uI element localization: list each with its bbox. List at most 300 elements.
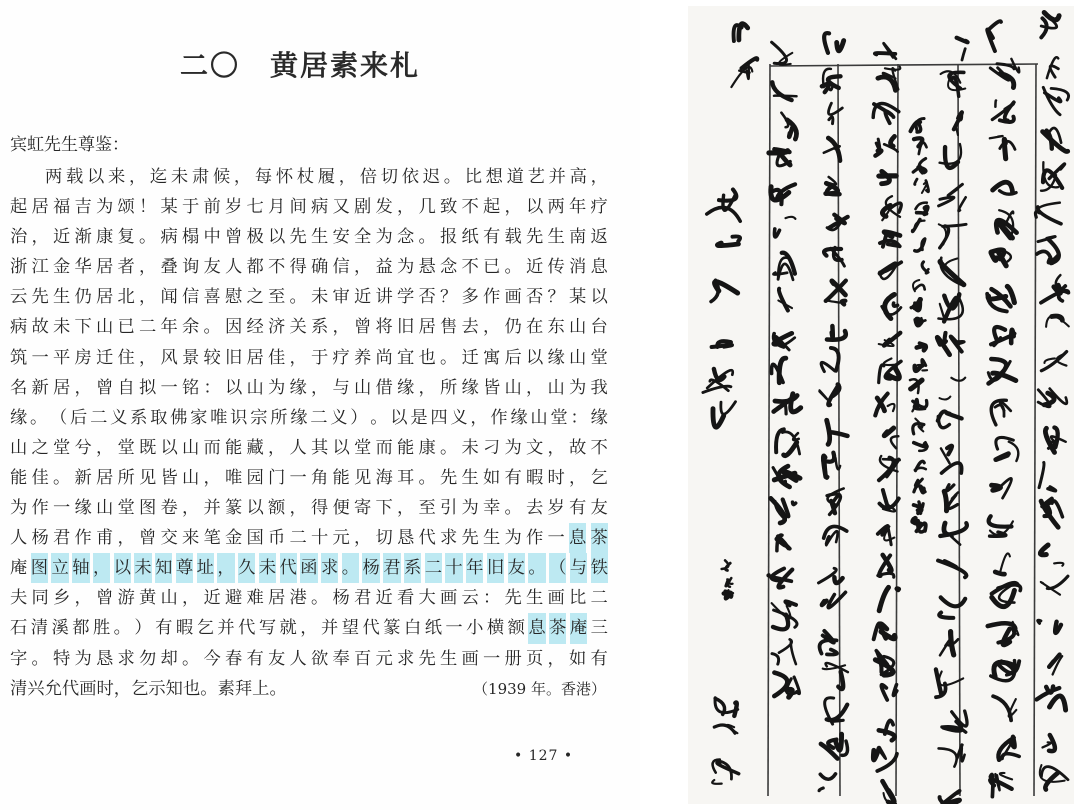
- letter-char: 生: [440, 648, 458, 669]
- title-number: 二〇: [180, 49, 241, 82]
- brush-stroke: [884, 43, 896, 59]
- letter-char: 叠: [160, 257, 178, 278]
- letter-char: 多: [461, 287, 479, 308]
- brush-stroke: [819, 788, 823, 791]
- letter-char: 游: [117, 588, 135, 609]
- letter-char: 先: [31, 287, 49, 308]
- brush-stroke: [919, 143, 927, 154]
- letter-char: ，: [233, 167, 252, 187]
- letter-char: 特: [53, 648, 71, 669]
- brush-stroke: [940, 397, 951, 400]
- letter-char: 拜: [234, 678, 253, 699]
- letter-char: 作: [74, 528, 92, 549]
- letter-char: 。: [370, 407, 388, 428]
- letter-char: 一: [31, 347, 49, 368]
- letter-char: 友: [203, 257, 221, 278]
- letter-char: 看: [397, 588, 415, 609]
- letter-char: 济: [268, 317, 286, 338]
- letter-char: 胜: [92, 618, 111, 639]
- letter-char: 先: [526, 227, 544, 248]
- letter-char: 元: [332, 528, 350, 549]
- brush-stroke: [888, 404, 895, 411]
- letter-char: 所: [117, 467, 135, 488]
- signoff-note: （1939 年。香港）: [473, 679, 606, 698]
- letter-char: 国: [246, 528, 264, 549]
- manuscript-rule-line: [768, 64, 770, 796]
- letter-char: ，: [547, 437, 565, 458]
- letter-char: 某: [569, 287, 587, 308]
- letter-char: 不: [461, 197, 479, 218]
- highlighted-char: 茶: [549, 613, 566, 643]
- brush-stroke: [1035, 212, 1039, 217]
- letter-char: 肃: [191, 167, 210, 187]
- letter-char: 缘: [10, 407, 28, 428]
- letter-char: 未: [461, 437, 479, 458]
- letter-char: ，: [547, 648, 565, 669]
- letter-char: 小: [466, 618, 484, 639]
- letter-char: 缘: [510, 407, 528, 428]
- letter-char: 居: [31, 197, 49, 218]
- letter-char: 一: [445, 618, 463, 639]
- highlighted-char: 年: [466, 553, 483, 583]
- highlighted-char: 息: [569, 523, 586, 553]
- letter-char: 二: [590, 588, 608, 609]
- letter-char: 义: [330, 407, 348, 428]
- letter-char: ：: [203, 377, 221, 398]
- letter-char: 门: [268, 467, 286, 488]
- letter-body: [10, 162, 608, 704]
- letter-char: 岁: [547, 498, 565, 519]
- letter-char: 纸: [461, 227, 479, 248]
- highlighted-char: 十: [445, 553, 462, 583]
- letter-char: 筑: [10, 347, 28, 368]
- letter-char: 为: [74, 648, 92, 669]
- brush-stroke: [957, 342, 964, 344]
- letter-line: [10, 343, 608, 373]
- letter-char: 其: [311, 437, 329, 458]
- letter-char: ，: [483, 317, 501, 338]
- letter-char: 一: [289, 467, 307, 488]
- letter-char: 画: [461, 648, 479, 669]
- brush-stroke: [918, 426, 923, 431]
- letter-char: 迄: [149, 167, 168, 187]
- letter-char: 致: [440, 197, 458, 218]
- letter-char: 。: [113, 618, 131, 639]
- letter-char: 。: [289, 287, 307, 308]
- letter-char: 堂: [117, 437, 135, 458]
- letter-char: 暇: [175, 618, 194, 639]
- brush-stroke: [957, 38, 968, 43]
- letter-char: 已: [117, 317, 135, 338]
- letter-char: ，: [289, 347, 307, 368]
- letter-char: 几: [418, 197, 436, 218]
- brush-stroke: [917, 346, 926, 350]
- letter-char: ，: [397, 197, 415, 218]
- letter-char: 居: [268, 588, 286, 609]
- letter-char: 安: [332, 227, 350, 248]
- letter-char: 浙: [10, 257, 28, 278]
- letter-char: 币: [268, 528, 286, 549]
- letter-char: 风: [160, 347, 178, 368]
- brush-stroke: [893, 685, 896, 696]
- brush-stroke: [884, 232, 900, 237]
- letter-char: 载: [504, 227, 522, 248]
- brush-stroke: [876, 139, 880, 150]
- letter-char: 画: [440, 588, 458, 609]
- letter-char: 。: [182, 648, 200, 669]
- letter-char: 审: [332, 287, 350, 308]
- brush-stroke: [1002, 754, 1019, 759]
- letter-char: ，: [354, 257, 372, 278]
- letter-char: 代: [61, 678, 80, 699]
- brush-stroke: [888, 244, 899, 246]
- letter-char: ，: [526, 377, 544, 398]
- letter-char: ，: [203, 467, 221, 488]
- brush-stroke: [827, 177, 836, 185]
- brush-stroke: [940, 640, 949, 655]
- letter-char: 既: [139, 437, 157, 458]
- brush-stroke: [911, 380, 922, 389]
- brush-stroke: [789, 128, 792, 137]
- letter-char: 山: [246, 377, 264, 398]
- brush-stroke: [949, 534, 960, 545]
- letter-char: 示: [148, 678, 166, 699]
- brush-stroke: [996, 454, 1009, 460]
- letter-char: 见: [354, 467, 372, 488]
- letter-char: 春: [225, 648, 243, 669]
- highlighted-char: 。: [528, 553, 545, 583]
- brush-stroke: [830, 432, 848, 436]
- brush-stroke: [879, 365, 884, 383]
- brush-stroke: [828, 103, 842, 114]
- brush-stroke: [726, 563, 731, 570]
- letter-char: 息: [590, 257, 608, 278]
- letter-char: 下: [74, 317, 92, 338]
- letter-char: 念: [397, 227, 415, 248]
- letter-char: 字: [10, 648, 28, 669]
- letter-char: 山: [160, 588, 178, 609]
- brush-stroke: [881, 685, 887, 700]
- letter-char: 并: [548, 167, 566, 187]
- letter-line: [10, 162, 608, 192]
- letter-char: 取: [150, 407, 168, 428]
- letter-char: 写: [258, 618, 277, 639]
- letter-char: 七: [246, 197, 264, 218]
- letter-char: 人: [289, 648, 307, 669]
- letter-char: 为: [569, 377, 587, 398]
- letter-char: ，: [338, 167, 357, 187]
- letter-char: 横: [486, 618, 505, 639]
- highlighted-char: 茶: [591, 523, 608, 553]
- letter-char: 福: [53, 197, 71, 218]
- letter-char: ？: [547, 287, 565, 308]
- letter-line: [10, 463, 608, 493]
- letter-char: 恳: [96, 648, 114, 669]
- letter-char: 迟: [422, 167, 441, 187]
- brush-stroke: [1050, 696, 1066, 710]
- letter-char: 能: [10, 467, 28, 488]
- letter-char: 生: [53, 287, 71, 308]
- letter-char: ，: [182, 498, 200, 519]
- letter-char: 新: [31, 377, 49, 398]
- brush-stroke: [821, 362, 835, 371]
- letter-char: 额: [507, 618, 525, 639]
- letter-char: 所: [440, 377, 458, 398]
- letter-char: 却: [160, 648, 178, 669]
- letter-char: 复: [117, 227, 135, 248]
- brush-stroke: [1046, 687, 1053, 693]
- letter-char: 消: [569, 257, 587, 278]
- letter-char: 以: [160, 437, 178, 458]
- letter-char: 也: [418, 347, 436, 368]
- letter-char: ，: [418, 377, 436, 398]
- brush-stroke: [1044, 13, 1059, 20]
- letter-char: 。: [30, 407, 48, 428]
- highlighted-char: 轴: [72, 553, 89, 583]
- brush-stroke: [913, 219, 920, 231]
- letter-line: [10, 553, 608, 583]
- letter-char: 者: [117, 257, 135, 278]
- letter-char: 来: [107, 167, 126, 187]
- letter-char: 堂: [354, 437, 372, 458]
- letter-char: 近: [526, 257, 544, 278]
- manuscript-ruled-lines: [768, 64, 1038, 796]
- letter-char: 唯: [225, 467, 243, 488]
- brush-stroke: [1054, 563, 1063, 566]
- letter-char: 南: [569, 227, 587, 248]
- letter-char: 代: [362, 618, 380, 639]
- letter-char: 来: [182, 528, 200, 549]
- letter-char: 之: [31, 437, 49, 458]
- brush-stroke: [947, 485, 954, 491]
- manuscript-rule-line: [958, 64, 960, 796]
- letter-char: 角: [311, 467, 329, 488]
- letter-char: 月: [268, 197, 286, 218]
- letter-char: 。: [418, 227, 436, 248]
- letter-char: ，: [470, 407, 488, 428]
- letter-char: 作: [31, 498, 49, 519]
- brush-stroke: [1055, 622, 1061, 633]
- letter-char: 笔: [203, 528, 221, 549]
- letter-char: 得: [311, 498, 329, 519]
- brush-stroke: [873, 748, 879, 760]
- letter-char: 平: [53, 347, 71, 368]
- letter-char: 关: [289, 317, 307, 338]
- letter-char: 先: [418, 648, 436, 669]
- brush-stroke: [824, 33, 829, 53]
- letter-char: 作: [483, 287, 501, 308]
- highlighted-char: 图: [31, 553, 48, 583]
- letter-char: ，: [117, 528, 135, 549]
- letter-char: 并: [217, 618, 235, 639]
- brush-stroke: [712, 780, 721, 784]
- brush-stroke: [712, 345, 732, 347]
- letter-line: [10, 192, 608, 222]
- brush-stroke: [897, 589, 899, 590]
- brush-stroke: [944, 491, 946, 511]
- brush-stroke: [990, 21, 1001, 28]
- letter-char: 金: [225, 528, 243, 549]
- brush-stroke: [995, 572, 1004, 574]
- letter-char: 勿: [139, 648, 157, 669]
- letter-char: 起: [483, 197, 501, 218]
- letter-char: 一: [160, 377, 178, 398]
- letter-char: 黄: [139, 588, 157, 609]
- letter-char: 病: [160, 227, 178, 248]
- letter-char: ，: [182, 588, 200, 609]
- letter-char: 并: [203, 498, 221, 519]
- brush-stroke: [875, 53, 895, 54]
- brush-stroke: [793, 502, 796, 504]
- brush-stroke: [915, 468, 926, 470]
- brush-stroke: [939, 748, 957, 766]
- letter-char: 页: [526, 648, 544, 669]
- letter-char: 曾: [96, 588, 114, 609]
- letter-char: 艺: [527, 167, 545, 187]
- letter-char: 之: [246, 287, 264, 308]
- letter-char: 人: [225, 257, 243, 278]
- brush-stroke: [992, 485, 1001, 490]
- highlighted-char: 址: [197, 553, 214, 583]
- brush-stroke: [875, 150, 881, 155]
- letter-char: 求: [440, 528, 458, 549]
- letter-char: 疗: [332, 347, 350, 368]
- brush-stroke: [786, 217, 796, 219]
- letter-char: 新: [74, 467, 92, 488]
- letter-char: 治: [10, 227, 28, 248]
- letter-char: 拟: [139, 377, 157, 398]
- letter-char: 见: [139, 467, 157, 488]
- letter-char: 引: [440, 498, 458, 519]
- letter-char: 年: [569, 197, 587, 218]
- letter-char: 兴: [27, 678, 45, 699]
- letter-char: 以: [590, 287, 608, 308]
- letter-char: 。: [504, 257, 522, 278]
- letter-char: 不: [590, 437, 608, 458]
- letter-char: 先: [289, 227, 307, 248]
- letter-char: 二: [289, 528, 307, 549]
- brush-stroke: [827, 420, 830, 444]
- letter-char: ，: [354, 528, 372, 549]
- letter-char: 白: [403, 618, 422, 639]
- brush-stroke: [772, 82, 791, 100]
- letter-char: 山: [354, 377, 372, 398]
- letter-char: 石: [10, 618, 28, 639]
- letter-char: ，: [74, 588, 92, 609]
- letter-line: [10, 433, 608, 463]
- brush-stroke: [734, 702, 736, 715]
- brush-stroke: [717, 243, 738, 246]
- brush-stroke: [1043, 742, 1051, 747]
- handwritten-manuscript-image: [688, 6, 1074, 804]
- brush-stroke: [1052, 501, 1063, 517]
- letter-char: 宗: [250, 407, 268, 428]
- letter-char: 十: [311, 528, 329, 549]
- brush-stroke: [1009, 442, 1019, 461]
- letter-char: ，: [139, 257, 157, 278]
- brush-stroke: [925, 207, 928, 214]
- brush-stroke: [915, 285, 925, 290]
- letter-char: 售: [440, 317, 458, 338]
- letter-char: 将: [375, 317, 393, 338]
- letter-char: 在: [526, 317, 544, 338]
- brush-stroke: [1039, 463, 1044, 488]
- letter-char: 否: [526, 287, 544, 308]
- letter-char: 候: [212, 167, 231, 187]
- letter-char: 曾: [225, 227, 243, 248]
- letter-char: 画: [504, 287, 522, 308]
- letter-char: 益: [375, 257, 393, 278]
- letter-char: 至: [418, 498, 436, 519]
- letter-line: [10, 523, 608, 553]
- letter-char: 册: [504, 648, 522, 669]
- letter-char: 病: [311, 197, 329, 218]
- letter-char: 皆: [160, 467, 178, 488]
- highlighted-char: 尊: [176, 553, 193, 583]
- letter-char: ，: [504, 197, 522, 218]
- letter-char: 于: [182, 197, 200, 218]
- brush-stroke: [879, 587, 888, 610]
- letter-char: 以: [526, 347, 544, 368]
- brush-stroke: [939, 197, 954, 206]
- letter-char: 云: [10, 287, 28, 308]
- brush-stroke: [939, 613, 953, 618]
- letter-char: 系: [311, 317, 329, 338]
- letter-char: 我: [590, 377, 608, 398]
- letter-char: ，: [590, 167, 608, 187]
- letter-char: 友: [268, 648, 286, 669]
- highlighted-char: 久: [238, 553, 255, 583]
- brush-stroke: [877, 754, 897, 771]
- letter-char: 先: [504, 588, 522, 609]
- letter-char: 讲: [375, 287, 393, 308]
- letter-line: [10, 583, 608, 613]
- letter-char: 为: [397, 257, 415, 278]
- letter-char: 宜: [397, 347, 415, 368]
- letter-char: ，: [289, 498, 307, 519]
- letter-char: 比: [569, 588, 587, 609]
- letter-char: 疗: [590, 197, 608, 218]
- letter-char: 百: [354, 648, 372, 669]
- brush-stroke: [842, 301, 845, 305]
- letter-char: 迁: [96, 347, 114, 368]
- letter-char: ，: [332, 317, 350, 338]
- letter-char: 报: [440, 227, 458, 248]
- brush-stroke: [819, 390, 827, 399]
- brush-stroke: [1000, 773, 1012, 779]
- letter-char: 较: [203, 347, 221, 368]
- letter-char: 年: [160, 317, 178, 338]
- letter-char: 佳: [31, 467, 49, 488]
- brush-stroke: [948, 184, 962, 195]
- letter-char: 能: [225, 437, 243, 458]
- letter-char: 慰: [225, 287, 243, 308]
- letter-char: 养: [354, 347, 372, 368]
- letter-char: 山: [96, 317, 114, 338]
- letter-char: 夫: [10, 588, 28, 609]
- letter-char: 庵: [10, 558, 28, 579]
- letter-char: 人: [10, 528, 28, 549]
- brush-stroke: [833, 720, 844, 721]
- letter-char: 便: [332, 498, 350, 519]
- letter-char: 堂: [590, 347, 608, 368]
- letter-char: 而: [375, 437, 393, 458]
- letter-char: 依: [401, 167, 420, 187]
- letter-char: 渐: [74, 227, 92, 248]
- brush-stroke: [958, 197, 965, 211]
- letter-char: 以: [390, 407, 408, 428]
- brush-stroke: [1052, 316, 1063, 320]
